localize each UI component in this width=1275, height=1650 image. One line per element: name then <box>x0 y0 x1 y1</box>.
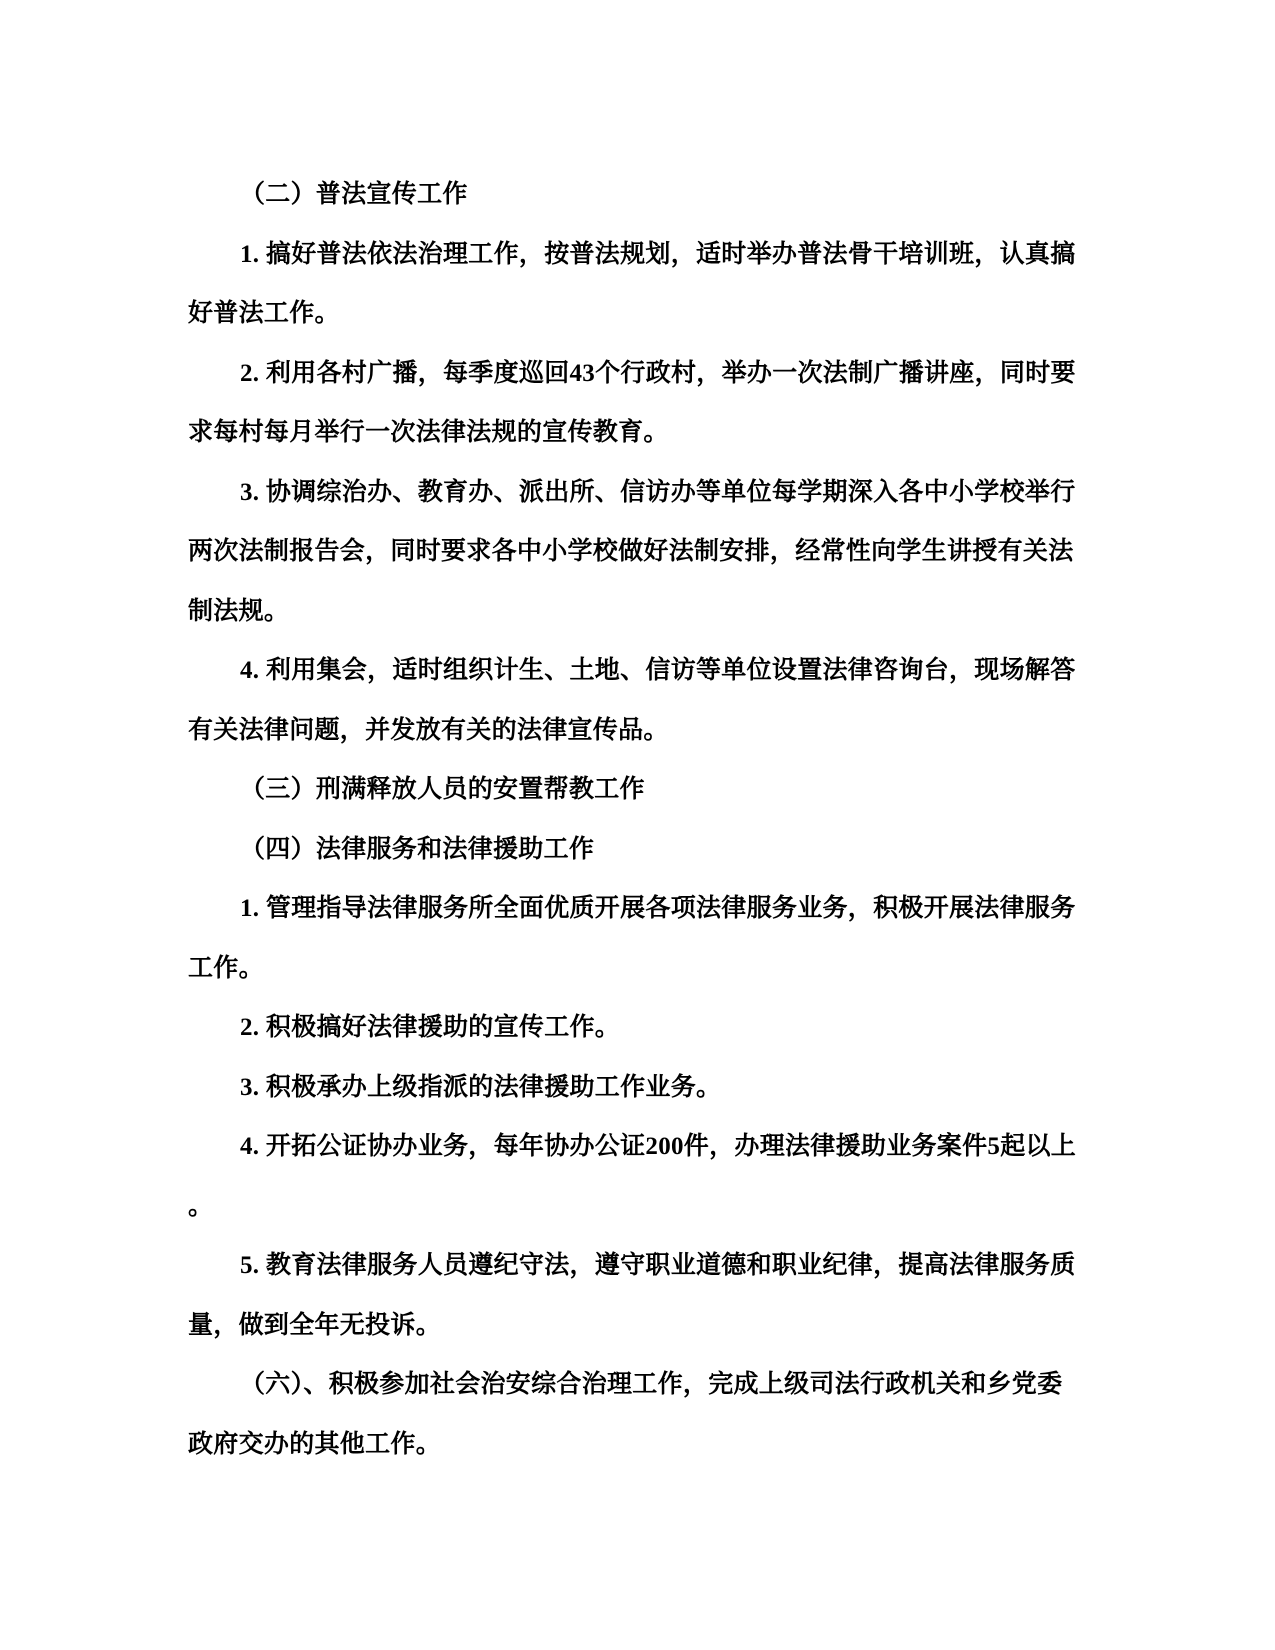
doc-line: 求每村每月举行一次法律法规的宣传教育。 <box>188 419 669 446</box>
doc-line: 4. 开拓公证协办业务，每年协办公证200件，办理法律援助业务案件5起以上 <box>240 1133 1077 1160</box>
doc-line: 政府交办的其他工作。 <box>188 1430 442 1458</box>
doc-line: 4. 利用集会，适时组织计生、土地、信访等单位设置法律咨询台，现场解答 <box>240 657 1076 684</box>
doc-line: 。 <box>188 1192 214 1220</box>
section-heading-4: （四）法律服务和法律援助工作 <box>240 835 595 863</box>
section-heading-6: （六）、积极参加社会治安综合治理工作，完成上级司法行政机关和乡党委 <box>240 1371 1063 1398</box>
doc-line: 有关法律问题，并发放有关的法律宣传品。 <box>188 716 669 744</box>
doc-line: 量，做到全年无投诉。 <box>188 1311 442 1339</box>
doc-line: 3. 积极承办上级指派的法律援助工作业务。 <box>240 1073 722 1101</box>
doc-line: 1. 管理指导法律服务所全面优质开展各项法律服务业务，积极开展法律服务 <box>240 895 1076 922</box>
section-heading-3: （三）刑满释放人员的安置帮教工作 <box>240 776 645 803</box>
section-heading-2: （二）普法宣传工作 <box>240 181 468 208</box>
doc-line: 2. 利用各村广播，每季度巡回43个行政村，举办一次法制广播讲座，同时要 <box>240 359 1076 387</box>
doc-line: 1. 搞好普法依法治理工作，按普法规划，适时举办普法骨干培训班，认真搞 <box>240 240 1076 268</box>
doc-line: 3. 协调综治办、教育办、派出所、信访办等单位每学期深入各中小学校举行 <box>240 478 1076 506</box>
doc-line: 5. 教育法律服务人员遵纪守法，遵守职业道德和职业纪律，提高法律服务质 <box>240 1252 1076 1279</box>
doc-line: 工作。 <box>188 954 264 982</box>
doc-line: 两次法制报告会，同时要求各中小学校做好法制安排，经常性向学生讲授有关法 <box>188 538 1074 565</box>
doc-line: 制法规。 <box>188 597 290 625</box>
doc-line: 好普法工作。 <box>188 300 340 327</box>
doc-line: 2. 积极搞好法律援助的宣传工作。 <box>240 1014 621 1041</box>
document-text-block <box>188 165 1098 1474</box>
